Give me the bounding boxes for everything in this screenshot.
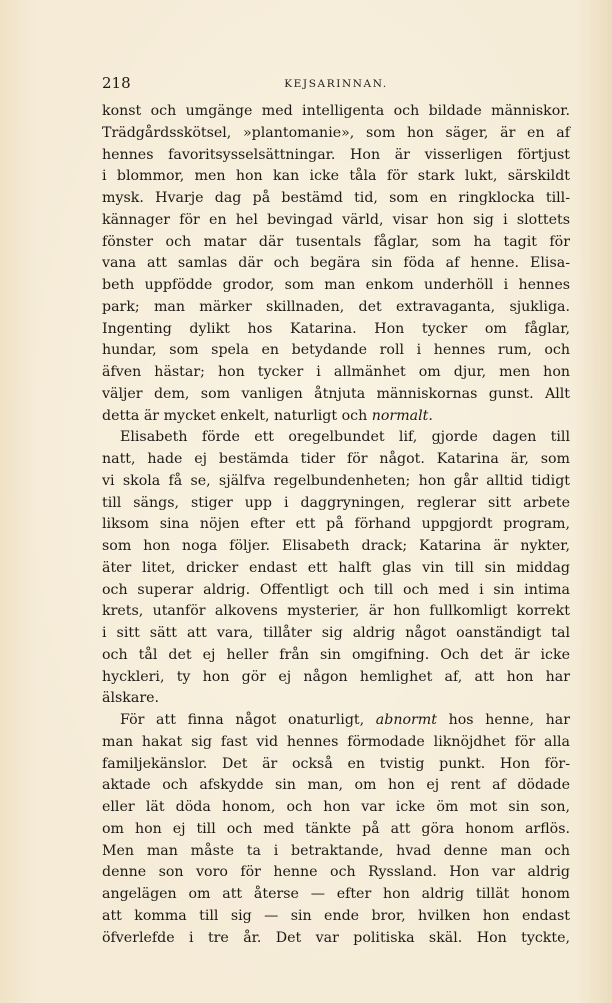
text-line: och superar aldrig. Offentligt och till och med i sin intima: [102, 581, 570, 598]
text-line: kännager för en hel bevingad värld, visar hon sig i slottets: [102, 211, 570, 228]
text-line: man hakat sig fast vid hennes förmodade liknöjdhet för alla: [102, 733, 570, 750]
text-segment: detta är mycket enkelt, naturligt och: [102, 407, 372, 424]
text-line: [102, 406, 570, 428]
text-line: hundar, som spela en betydande roll i hennes rum, och: [102, 342, 570, 359]
text-line: vana att samlas där och begära sin föda af henne. Elisa-: [102, 255, 570, 272]
text-line: Men man måste ta i betraktande, hvad denne man och: [102, 842, 570, 859]
text-line: krets, utanför alkovens mysterier, är hon fullkomligt korrekt: [102, 603, 570, 620]
text-line: om hon ej till och med tänkte på att göra honom arflös.: [102, 820, 570, 837]
text-line: älskare.: [102, 690, 160, 707]
text-line: att komma till sig — sin ende bror, hvilken hon endast: [102, 907, 570, 924]
text-line: hyckleri, ty hon gör ej någon hemlighet af, att hon har: [102, 668, 570, 685]
text-line: beth uppfödde grodor, som man enkom underhöll i hennes: [102, 277, 570, 293]
text-line: Ingenting dylikt hos Katarina. Hon tycker om fåglar,: [102, 320, 570, 337]
text-line: [102, 710, 570, 732]
text-line: och tål det ej heller från sin omgifning. Och det är icke: [102, 646, 570, 663]
emphasized-word: normalt.: [371, 407, 433, 424]
text-line: eller lät döda honom, och hon var icke öm mot sin son,: [102, 799, 570, 815]
text-line: väljer dem, som vanligen åtnjuta människornas gunst. Allt: [102, 385, 570, 402]
text-line: liksom sina nöjen efter ett på förhand uppgjordt program,: [102, 516, 570, 533]
text-line: angelägen om att återse — efter hon aldrig tillät honom: [102, 886, 570, 902]
text-segment: För att finna något onaturligt,: [120, 712, 376, 728]
text-line: vi skola få se, själfva regelbundenheten; hon går alltid tidigt: [102, 472, 570, 489]
text-line: Trädgårdsskötsel, »plantomanie», som hon säger, är en af: [102, 124, 570, 141]
text-line: familjekänslor. Det är också en tvistig punkt. Hon för-: [102, 755, 570, 772]
text-line: äter litet, dricker endast ett halft glas vin till sin middag: [102, 559, 570, 576]
text-line: äfven hästar; hon tycker i allmänhet om djur, men hon: [102, 364, 570, 380]
text-line: aktade och afskydde sin man, om hon ej rent af dödade: [102, 777, 570, 794]
body-text: [102, 101, 570, 949]
text-line: denne son voro för henne och Ryssland. Hon var aldrig: [102, 864, 570, 881]
text-line: park; man märker skillnaden, det extravaganta, sjukliga.: [102, 298, 570, 315]
text-line: Elisabeth förde ett oregelbundet lif, gjorde dagen till: [120, 429, 570, 446]
emphasized-word: abnormt: [375, 712, 437, 728]
text-line: fönster och matar där tusentals fåglar, som ha tagit för: [102, 233, 570, 250]
text-line: natt, hade ej bestämda tider för något. Katarina är, som: [102, 451, 570, 467]
text-line: till sängs, stiger upp i daggryningen, reglerar sitt arbete: [102, 494, 570, 511]
page-number: 218: [102, 74, 131, 92]
page-header: [102, 73, 570, 93]
text-line: i sitt sätt att vara, tillåter sig aldrig något oanständigt tal: [102, 625, 570, 641]
text-segment: hos henne, har: [436, 712, 570, 728]
text-line: hennes favoritsysselsättningar. Hon är visserligen förtjust: [102, 146, 570, 163]
text-line: konst och umgänge med intelligenta och bildade människor.: [102, 103, 570, 119]
running-head: KEJSARINNAN.: [284, 78, 388, 90]
text-line: mysk. Hvarje dag på bestämd tid, som en ringklocka till-: [102, 190, 570, 206]
text-line: öfverlefde i tre år. Det var politiska skäl. Hon tyckte,: [102, 929, 570, 946]
text-line: i blommor, men hon kan icke tåla för stark lukt, särskildt: [102, 168, 570, 185]
text-line: som hon noga följer. Elisabeth drack; Katarina är nykter,: [102, 538, 570, 554]
